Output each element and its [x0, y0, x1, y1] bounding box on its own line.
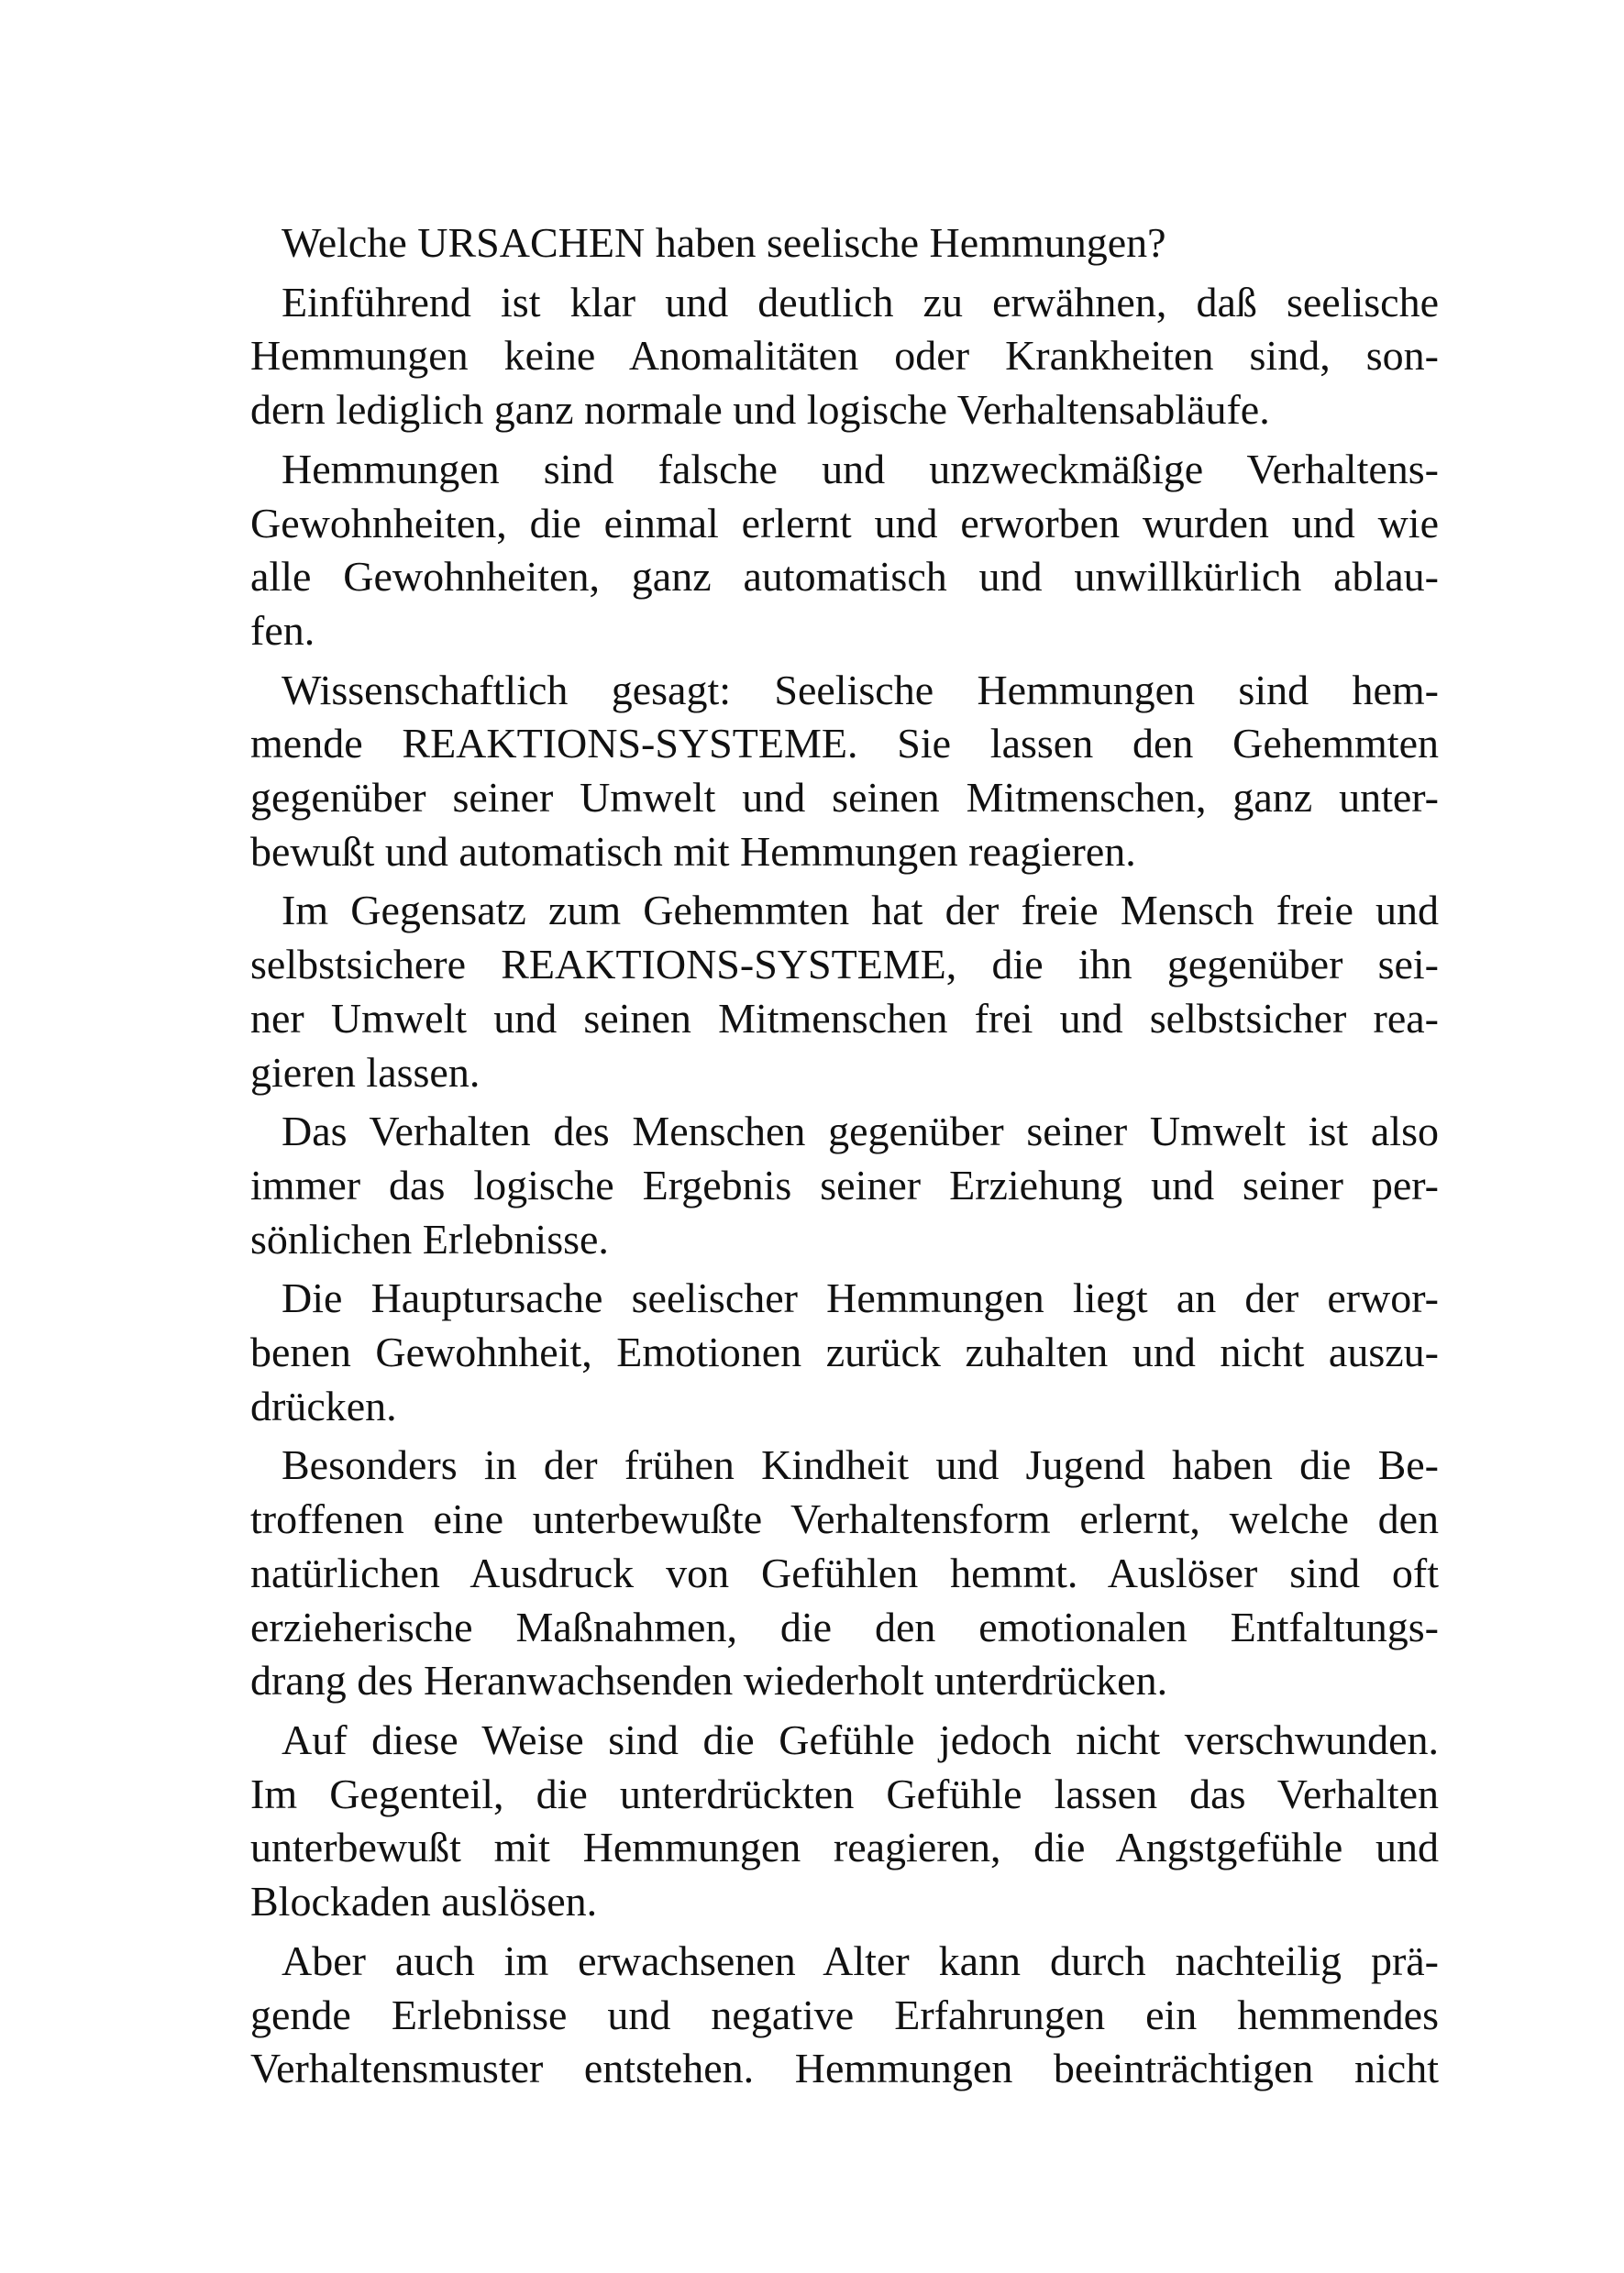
document-page — [219, 216, 1439, 2096]
paragraph — [219, 1929, 1439, 2096]
text-line: bewußt und automatisch mit Hemmungen reagieren. — [250, 827, 1136, 875]
paragraph — [219, 1433, 1439, 1708]
text-line: Blockaden auslösen. — [250, 1878, 598, 1925]
text-line: selbstsichere REAKTIONS-SYSTEME, die ihn gegenüber sei- — [250, 941, 1439, 988]
text-line: gegenüber seiner Umwelt und seinen Mitmenschen, ganz unter- — [250, 774, 1439, 822]
paragraph — [219, 1099, 1439, 1266]
text-line: alle Gewohnheiten, ganz automatisch und unwillkürlich ablau- — [250, 553, 1439, 601]
text-line: Besonders in der frühen Kindheit und Jugend haben die Be- — [282, 1441, 1439, 1489]
text-line: Hemmungen keine Anomalitäten oder Krankheiten sind, son- — [250, 332, 1439, 380]
text-line: mende REAKTIONS-SYSTEME. Sie lassen den Gehemmten — [250, 720, 1439, 767]
paragraph — [219, 270, 1439, 437]
text-line: immer das logische Ergebnis seiner Erziehung und seiner per- — [250, 1161, 1439, 1208]
text-line: gende Erlebnisse und negative Erfahrungen ein hemmendes — [250, 1991, 1439, 2038]
text-line: Hemmungen sind falsche und unzweckmäßige Verhaltens- — [282, 445, 1439, 492]
text-line: Auf diese Weise sind die Gefühle jedoch nicht verschwunden. — [282, 1716, 1439, 1763]
paragraph — [219, 437, 1439, 658]
paragraph — [219, 1266, 1439, 1433]
text-line: unterbewußt mit Hemmungen reagieren, die Angstgefühle und — [250, 1824, 1439, 1871]
paragraph-heading-question — [219, 216, 1439, 270]
text-line: Wissenschaftlich gesagt: Seelische Hemmungen sind hem- — [282, 666, 1439, 713]
text-line: Im Gegensatz zum Gehemmten hat der freie Mensch freie und — [282, 887, 1439, 934]
text-line: Die Hauptursache seelischer Hemmungen liegt an der erwor- — [282, 1274, 1439, 1322]
text-line: Einführend ist klar und deutlich zu erwähnen, daß seelische — [282, 278, 1439, 326]
paragraph — [219, 658, 1439, 879]
text-line: erzieherische Maßnahmen, die den emotionalen Entfaltungs- — [250, 1603, 1439, 1650]
text-line: dern lediglich ganz normale und logische Verhaltensabläufe. — [250, 386, 1270, 434]
text-line: fen. — [250, 606, 315, 654]
text-line: Gewohnheiten, die einmal erlernt und erworben wurden und wie — [250, 499, 1439, 546]
text-line: Welche URSACHEN haben seelische Hemmungen? — [282, 219, 1166, 266]
text-line: sönlichen Erlebnisse. — [250, 1215, 609, 1263]
text-line: Im Gegenteil, die unterdrückten Gefühle lassen das Verhalten — [250, 1770, 1439, 1817]
text-line: benen Gewohnheit, Emotionen zurück zuhalten und nicht auszu- — [250, 1329, 1439, 1376]
text-line: drang des Heranwachsenden wiederholt unterdrücken. — [250, 1657, 1168, 1705]
text-line: Verhaltensmuster entstehen. Hemmungen beeinträchtigen nicht — [250, 2045, 1439, 2092]
paragraph — [219, 878, 1439, 1099]
text-line: drücken. — [250, 1382, 397, 1429]
text-line: ner Umwelt und seinen Mitmenschen frei und selbstsicher rea- — [250, 994, 1439, 1042]
paragraph — [219, 1708, 1439, 1929]
text-line: gieren lassen. — [250, 1048, 481, 1096]
text-line: Das Verhalten des Menschen gegenüber seiner Umwelt ist also — [282, 1108, 1439, 1155]
text-line: natürlichen Ausdruck von Gefühlen hemmt. Auslöser sind oft — [250, 1549, 1439, 1596]
text-line: Aber auch im erwachsenen Alter kann durch nachteilig prä- — [282, 1936, 1439, 1984]
text-line: troffenen eine unterbewußte Verhaltensform erlernt, welche den — [250, 1495, 1439, 1543]
